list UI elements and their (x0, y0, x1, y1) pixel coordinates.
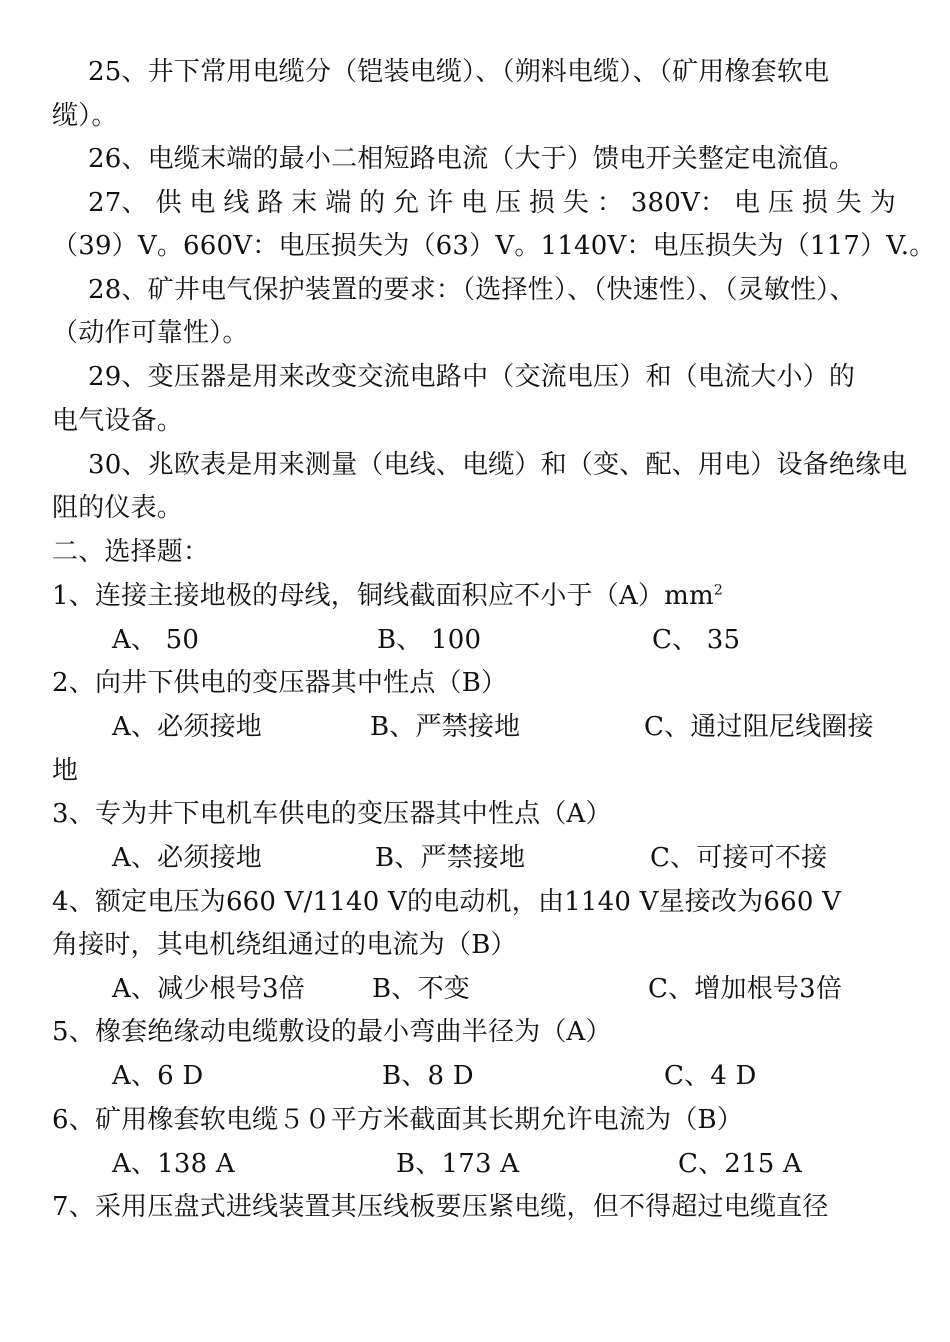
option-a: A、必须接地 (112, 843, 262, 873)
text-fragment: 路 (257, 188, 284, 218)
text-fragment: 损 (801, 188, 829, 218)
text-fragment: 末 (291, 188, 318, 218)
text-fragment: 压 (494, 188, 522, 218)
fill-in-item-30: 30、兆欧表是用来测量（电线、电缆）和（变、配、用电）设备绝缘电 (88, 450, 908, 480)
fill-in-item-25-continued: 缆）。 (52, 101, 118, 131)
question-5: 5、橡套绝缘动电缆敷设的最小弯曲半径为（A） (52, 1017, 612, 1047)
fill-in-item-28-continued: （动作可靠性）。 (52, 318, 249, 348)
option-b: B、 100 (377, 625, 482, 655)
option-c: C、通过阻尼线圈接 (644, 712, 874, 742)
text-fragment: 27、 (88, 188, 148, 218)
question-7: 7、采用压盘式进线装置其压线板要压紧电缆，但不得超过电缆直径 (52, 1192, 829, 1222)
fill-in-item-25: 25、井下常用电缆分（铠装电缆）、（朔料电缆）、（矿用橡套软电 (88, 57, 830, 87)
question-6: 6、矿用橡套软电缆５０平方米截面其长期允许电流为（B） (52, 1105, 744, 1135)
option-b: B、8 D (382, 1061, 474, 1091)
fill-in-item-30-continued: 阻的仪表。 (52, 493, 184, 523)
option-b: B、严禁接地 (375, 843, 526, 873)
text-fragment: 电 (461, 188, 488, 218)
text-fragment: 的 (359, 188, 386, 218)
text-fragment: 端 (325, 188, 352, 218)
text-fragment: 电 (189, 188, 216, 218)
fill-in-item-27-continued: （39）V。660V：电压损失为（63）V。1140V：电压损失为（117）V.。 (52, 231, 936, 261)
question-4-continued: 角接时，其电机绕组通过的电流为（B） (52, 930, 517, 960)
fill-in-item-28: 28、矿井电气保护装置的要求：（选择性）、（快速性）、（灵敏性）、 (88, 275, 856, 305)
option-a: A、138 A (112, 1149, 235, 1179)
option-c: C、可接可不接 (650, 843, 828, 873)
option-a: A、必须接地 (112, 712, 262, 742)
text-fragment: 失 (835, 188, 862, 218)
text-fragment: 为 (869, 188, 896, 218)
fill-in-item-29-continued: 电气设备。 (52, 406, 184, 436)
option-a: A、减少根号3倍 (112, 974, 305, 1004)
fill-in-item-27 (88, 186, 896, 220)
superscript: 2 (713, 582, 723, 599)
option-c: C、4 D (664, 1061, 757, 1091)
fill-in-item-29: 29、变压器是用来改变交流电路中（交流电压）和（电流大小）的 (88, 362, 856, 392)
question-1 (52, 579, 902, 613)
question-text: 1、连接主接地极的母线，铜线截面积应不小于（A）mm (52, 581, 714, 611)
text-fragment: 损 (528, 188, 556, 218)
text-fragment: 失 (562, 188, 590, 218)
text-fragment: 压 (767, 188, 795, 218)
option-c: C、增加根号3倍 (648, 974, 843, 1004)
text-fragment: 线 (223, 188, 250, 218)
question-2-options-continued: 地 (52, 756, 79, 786)
option-a: A、 50 (112, 625, 200, 655)
section-title: 二、选择题： (52, 537, 210, 567)
question-4: 4、额定电压为660 V/1140 V的电动机，由1140 V星接改为660 V (52, 887, 842, 917)
option-b: B、严禁接地 (370, 712, 521, 742)
option-c: C、 35 (652, 625, 741, 655)
option-a: A、6 D (112, 1061, 204, 1091)
text-fragment: ： (596, 188, 624, 218)
text-fragment: 电 (733, 188, 761, 218)
text-fragment: 供 (155, 188, 182, 218)
fill-in-item-26: 26、电缆末端的最小二相短路电流（大于）馈电开关整定电流值。 (88, 144, 856, 174)
question-2: 2、向井下供电的变压器其中性点（B） (52, 668, 508, 698)
text-fragment: 380V： (630, 188, 727, 218)
option-b: B、不变 (372, 974, 470, 1004)
text-fragment: 允 (393, 188, 420, 218)
question-3: 3、专为井下电机车供电的变压器其中性点（A） (52, 799, 612, 829)
option-b: B、173 A (396, 1149, 520, 1179)
option-c: C、215 A (678, 1149, 802, 1179)
text-fragment: 许 (427, 188, 454, 218)
